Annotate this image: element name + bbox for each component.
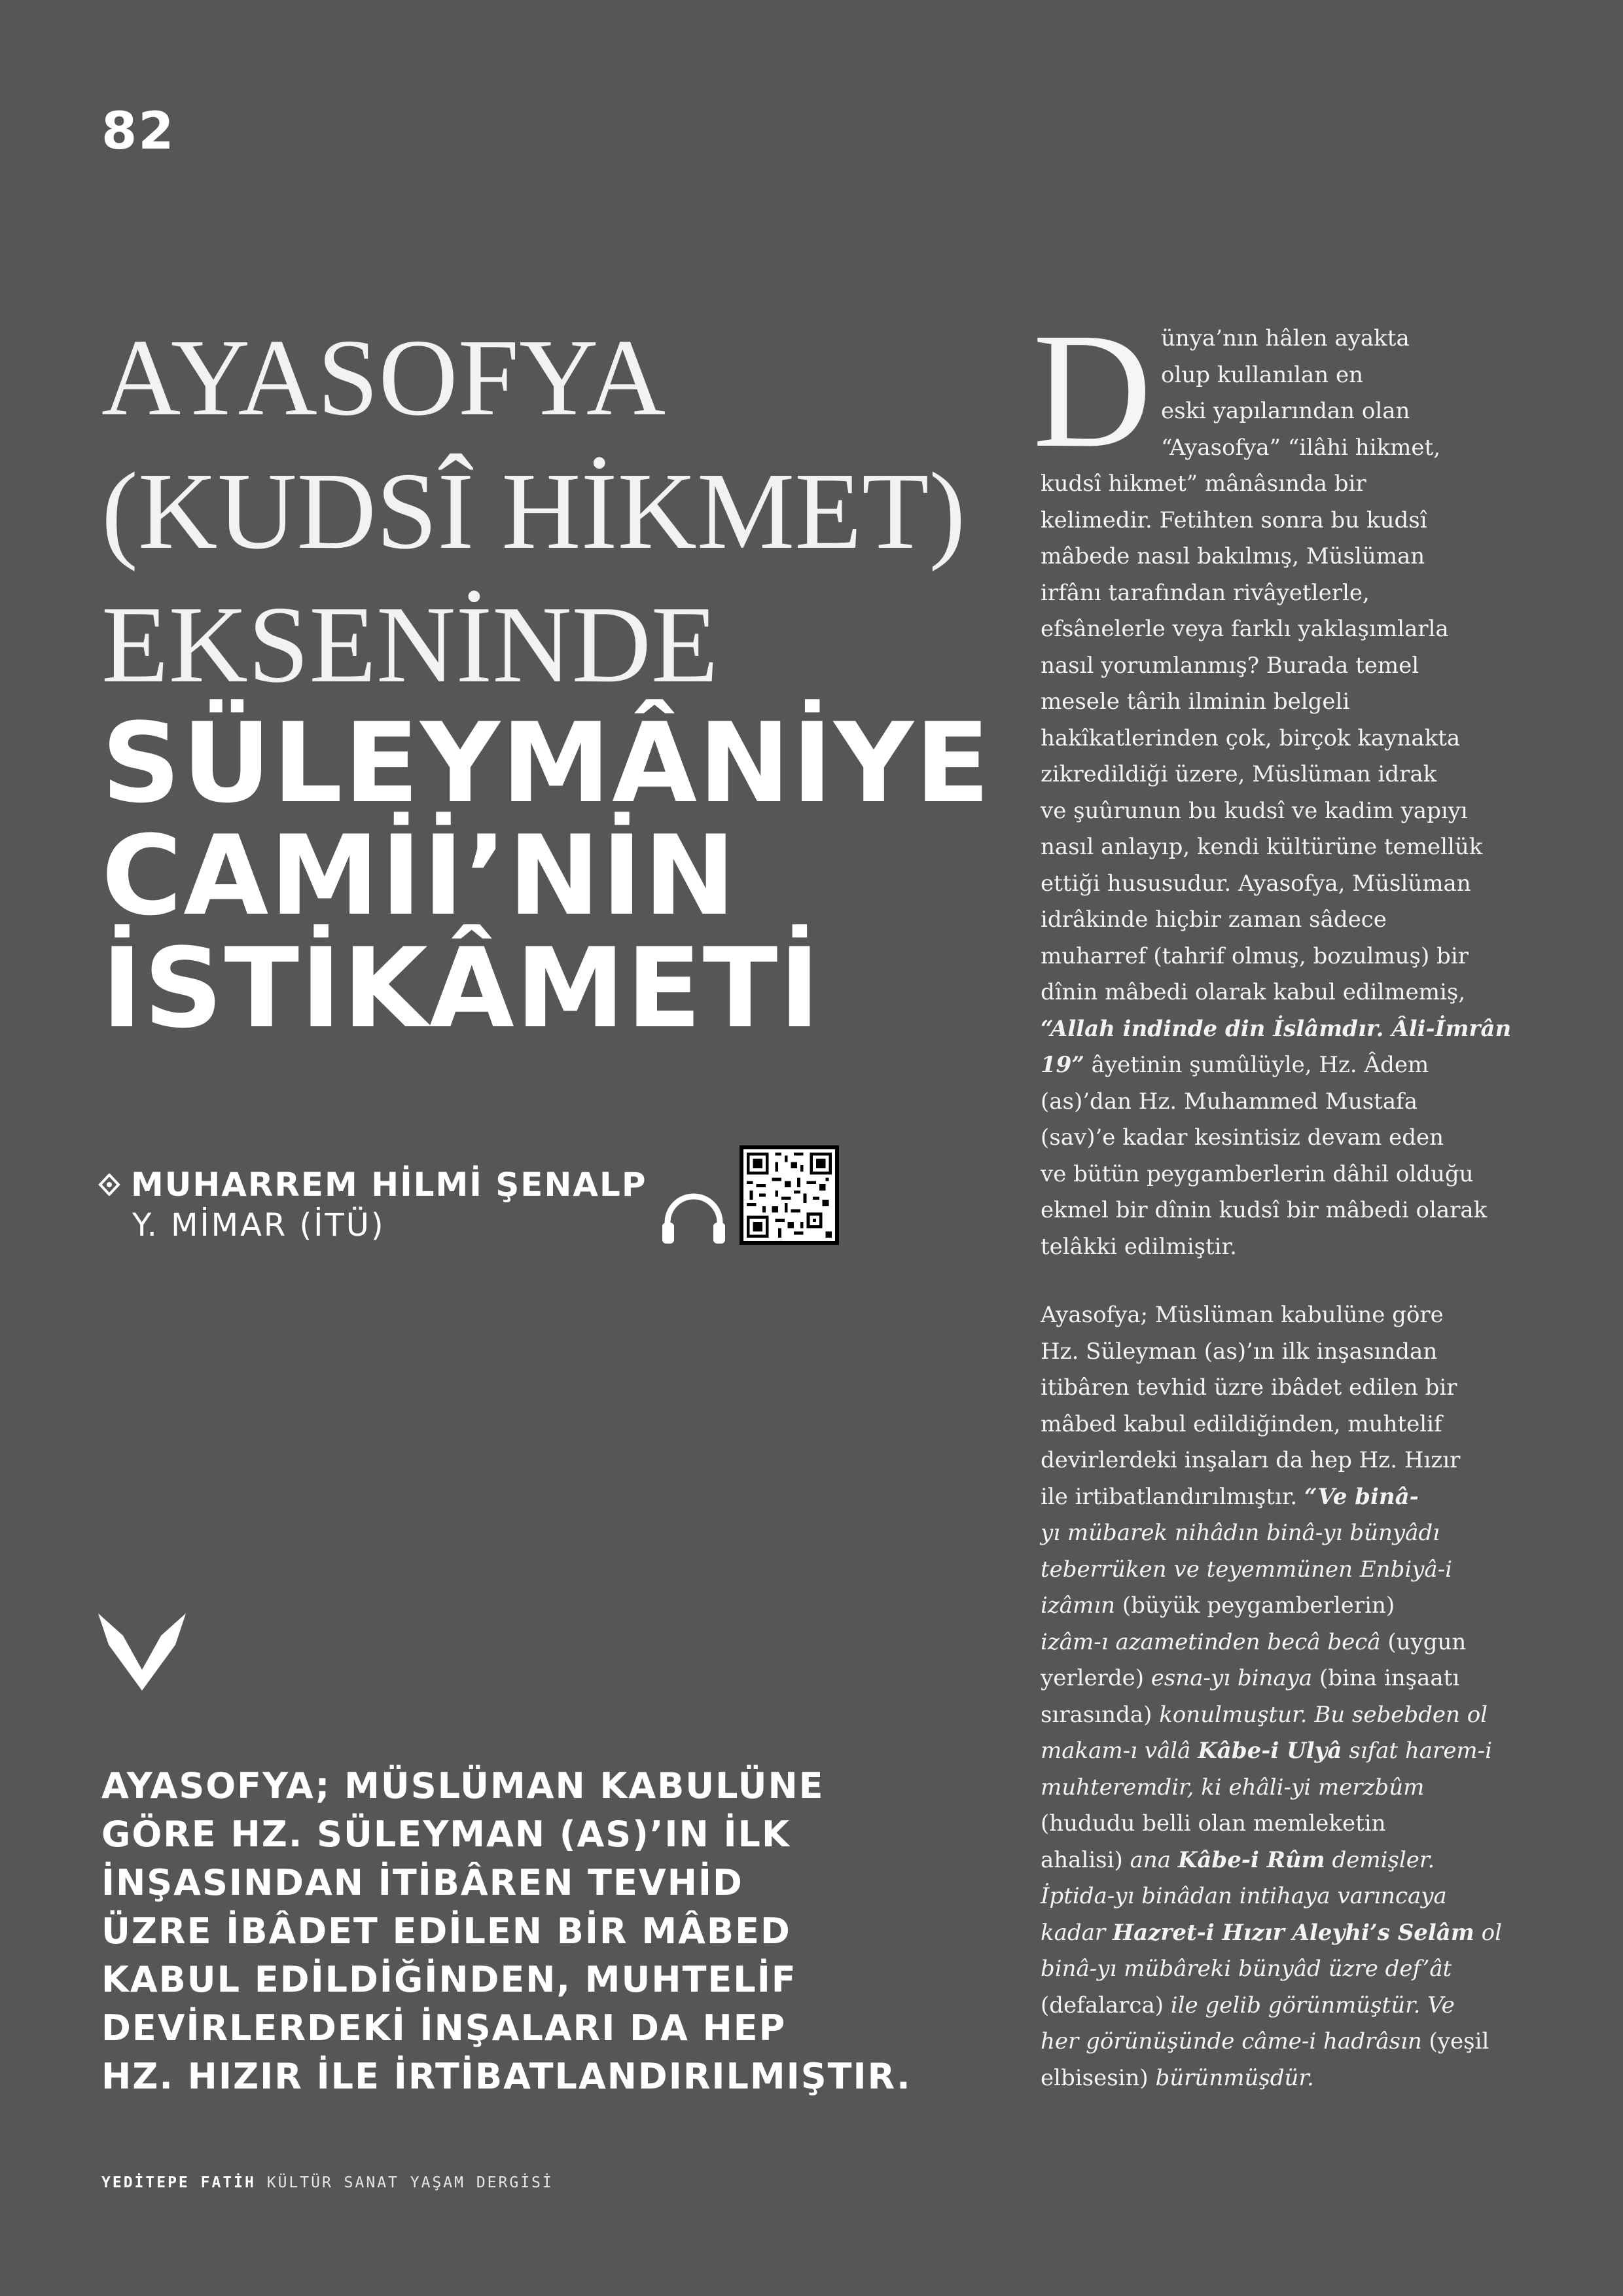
body-line: ve şuûrunun bu kudsî ve kadim yapıyı [1041,797,1468,824]
body-line [1041,1515,1512,1552]
body-line: “Ayasofya” “ilâhi hikmet, [1161,434,1441,461]
body-line [1041,1915,1512,1952]
body-line: telâkki edilmiştir. [1041,1233,1237,1260]
body-text: ile irtibatlandırılmıştır. [1041,1483,1304,1510]
body-text: (uygun [1380,1628,1467,1655]
body-line: itibâren tevhid üzre ibâdet edilen bir [1041,1374,1457,1401]
body-line [1041,1878,1512,1915]
quote-text: yı mübarek nihâdın binâ-yı bünyâdı [1041,1520,1440,1546]
body-line: nasıl yorumlanmış? Burada temel [1041,652,1419,679]
pull-quote-line: İNŞASINDAN İTİBÂREN TEVHİD [101,1862,743,1903]
body-line: efsânelerle veya farklı yaklaşımlarla [1041,616,1449,642]
quote-text: demişler. [1325,1846,1435,1873]
body-line [1041,1047,1512,1084]
quote-text: konulmuştur. Bu sebebden ol [1159,1701,1488,1728]
qr-code[interactable] [740,1145,839,1245]
pull-quote-line: KABUL EDİLDİĞİNDEN, MUHTELİF [101,1959,797,2000]
diamond-bullet-icon [98,1174,120,1196]
body-line: Hz. Süleyman (as)’ın ilk inşasından [1041,1338,1438,1365]
body-line: kelimedir. Fetihten sonra bu kudsî [1041,507,1427,533]
body-line: (hududu belli olan memleketin [1041,1810,1386,1837]
author-name: MUHARREM HİLMİ ŞENALP [131,1166,647,1204]
body-line [1041,2024,1512,2060]
body-text: (yeşil [1421,2028,1489,2054]
body-line [1041,1770,1512,1806]
body-line [1041,2060,1512,2097]
quote-text: bürünmüşdür. [1155,2064,1314,2091]
body-line: dînin mâbedi olarak kabul edilmemiş, [1041,979,1466,1005]
body-line: Ayasofya; Müslüman kabulüne göre [1041,1302,1444,1328]
footer-tagline: KÜLTÜR SANAT YAŞAM DERGİSİ [266,2174,554,2191]
body-line: mesele târih ilminin belgeli [1041,689,1350,715]
quote-text: makam-ı vâlâ [1041,1738,1198,1764]
quote-text: izâmın [1041,1592,1116,1619]
body-line: ve bütün peygamberlerin dâhil olduğu [1041,1160,1474,1187]
body-line [1041,1588,1512,1624]
quote-text: Kâbe-i Ulyâ [1198,1738,1342,1764]
author-line [98,1165,687,1204]
body-line: idrâkinde hiçbir zaman sâdece [1041,906,1387,933]
quote-text: Kâbe-i Rûm [1177,1846,1325,1873]
body-line: irfânı tarafından rivâyetlerle, [1041,579,1370,606]
body-line: olup kullanılan en [1161,361,1363,388]
quote-text: “Allah indinde din İslâmdır. Âli-İmrân [1041,1015,1512,1042]
body-line: mâbed kabul edildiğinden, muhtelif [1041,1410,1442,1437]
title-line: (KUDSÎ HİKMET) [101,450,966,572]
body-line [1041,1660,1512,1697]
quote-text: izâm-ı azametinden becâ becâ [1041,1628,1381,1655]
body-text: yerlerde) [1041,1665,1151,1691]
body-line [1041,1011,1512,1048]
title-bold [101,699,1018,1052]
body-line: devirlerdeki inşaları da hep Hz. Hızır [1041,1447,1461,1473]
body-line [1041,1552,1512,1588]
quote-text: ile gelib görünmüştür. Ve [1170,1992,1455,2018]
pull-quote-line: HZ. HIZIR İLE İRTİBATLANDIRILMIŞTIR. [101,2056,912,2097]
footer-brand: YEDİTEPE FATİH [101,2174,256,2191]
body-line: hakîkatlerinden çok, birçok kaynakta [1041,725,1461,751]
body-line: kudsî hikmet” mânâsında bir [1041,471,1366,497]
quote-text: teberrüken ve teyemmünen Enbiyâ-i [1041,1556,1453,1583]
page-number: 82 [101,102,175,161]
body-line: ünya’nın hâlen ayakta [1161,325,1410,351]
body-line: nasıl anlayıp, kendi kültürüne temellük [1041,834,1483,860]
body-text: ahalisi) [1041,1846,1130,1873]
headphones-icon[interactable] [660,1191,728,1246]
pull-quote-line: DEVİRLERDEKİ İNŞALARI DA HEP [101,2007,787,2049]
title-light [101,311,1018,711]
body-line [1041,1479,1512,1516]
pull-quote-line: GÖRE HZ. SÜLEYMAN (AS)’IN İLK [101,1814,791,1855]
body-line: mâbede nasıl bakılmış, Müslüman [1041,543,1425,569]
body-text: (büyük peygamberlerin) [1115,1592,1395,1619]
pull-quote-line: AYASOFYA; MÜSLÜMAN KABULÜNE [101,1765,825,1806]
footer [101,2174,554,2191]
body-line [1041,1624,1512,1661]
quote-text: esna-yı binaya [1150,1665,1313,1691]
body-line [1041,1697,1512,1734]
quote-text: İptida-yı binâdan intihaya varıncaya [1041,1883,1447,1909]
logo-mark-icon [98,1613,186,1691]
pull-quote [101,1762,912,2101]
quote-text: kadar [1041,1919,1113,1946]
title-line: SÜLEYMÂNİYE [101,699,991,827]
body-line: ekmel bir dînin kudsî bir mâbedi olarak [1041,1197,1488,1223]
drop-cap: D [1033,298,1152,482]
body-line: eski yapılarından olan [1161,398,1410,424]
quote-text: binâ-yı mübâreki bünyâd üzre def’ât [1041,1956,1452,1982]
body-text: elbisesin) [1041,2064,1156,2091]
body-line [1041,1951,1512,1988]
title-line: AYASOFYA [101,317,666,439]
body-text: sırasında) [1041,1701,1160,1728]
quote-text: “Ve binâ- [1304,1483,1419,1510]
body-line [1041,1733,1512,1770]
title-line: İSTİKÂMETİ [101,924,821,1052]
body-line: zikredildiği üzere, Müslüman idrak [1041,761,1437,787]
quote-text: ana [1130,1846,1178,1873]
body-line: (as)’dan Hz. Muhammed Mustafa [1041,1088,1418,1115]
body-line: (sav)’e kadar kesintisiz devam eden [1041,1124,1444,1151]
body-line [1041,1842,1512,1879]
title-line: EKSENİNDE [101,584,719,706]
quote-text: her görünüşünde câme-i hadrâsın [1041,2028,1422,2054]
quote-text: ol [1474,1919,1502,1946]
body-line [1041,1988,1512,2024]
body-paragraph-1 [1041,321,1512,1265]
body-text: âyetinin şumûlüyle, Hz. Âdem [1084,1052,1429,1078]
quote-text: sıfat harem-i [1342,1738,1493,1764]
body-paragraph-2 [1041,1297,1512,2096]
body-text: (defalarca) [1041,1992,1171,2018]
quote-text: Hazret-i Hızır Aleyhi’s Selâm [1112,1919,1474,1946]
author-block [98,1165,687,1246]
title-line: CAMİİ’NİN [101,812,738,940]
quote-text: 19” [1041,1052,1084,1078]
body-text: (bina inşaatı [1312,1665,1460,1691]
body-line: ettiği hususudur. Ayasofya, Müslüman [1041,870,1471,897]
author-title: Y. MİMAR (İTÜ) [132,1207,385,1244]
quote-text: muhteremdir, ki ehâli-yi merzbûm [1041,1774,1425,1801]
pull-quote-line: ÜZRE İBÂDET EDİLEN BİR MÂBED [101,1910,791,1952]
body-line: muharref (tahrif olmuş, bozulmuş) bir [1041,942,1469,969]
